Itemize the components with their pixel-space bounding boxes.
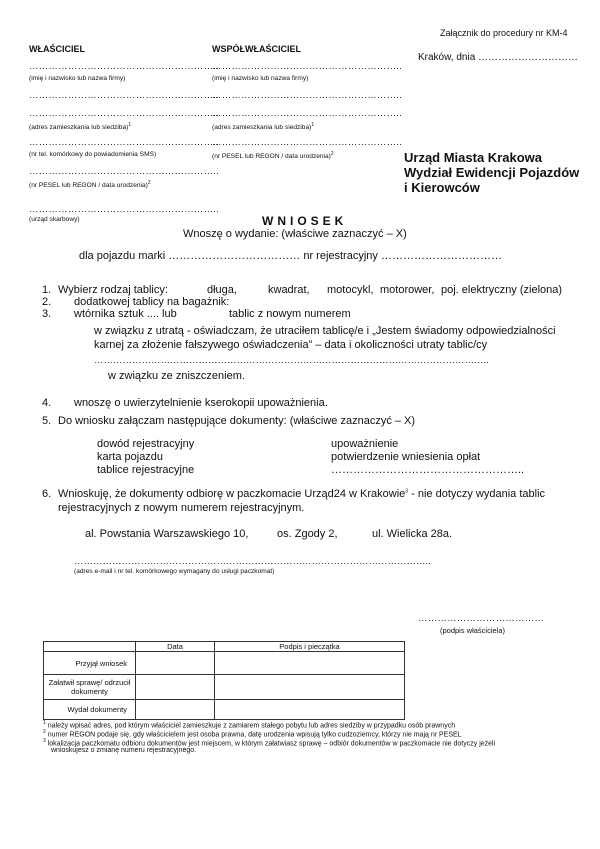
owner-address-field-2[interactable]: ………………………………………………….. [29, 108, 219, 119]
owner-pesel-field[interactable]: ………………………………………………….. [29, 166, 219, 177]
footnote-3-cont: wnioskujesz o zmianę numeru rejestracyjnego. [51, 747, 197, 754]
doc-payment-confirmation[interactable]: potwierdzenie wniesienia opłat [331, 451, 481, 463]
co-owner-pesel-field[interactable]: ………………………………………………….. [212, 137, 402, 148]
parcel-locker-3[interactable]: ul. Wielicka 28a. [372, 528, 453, 540]
item4-text[interactable]: wnoszę o uwierzytelnienie kserokopii upoważnienia. [74, 397, 328, 409]
office-line-2: Wydział Ewidencji Pojazdów [404, 165, 580, 180]
co-owner-pesel-label: (nr PESEL lub REGON / data urodzenia)$^2$ [212, 151, 334, 161]
owner-phone-label: (nr tel. komórkowy do powiadomienia SMS) [29, 151, 157, 158]
item3-loss-line-2: karnej za złożenie fałszywego oświadczenia” – data i okoliczności utraty tablic/cy [94, 339, 488, 351]
co-owner-name-label: (imię i nazwisko lub nazwa firmy) [212, 75, 309, 82]
item6-line-1: Wnioskuję, że dokumenty odbiorę w paczkomacie Urząd24 w Krakowie$^3$ - nie dotyczy wydania tablic [58, 488, 546, 500]
plate-option-long[interactable]: długa, [207, 284, 237, 296]
item6-number: 6. [42, 488, 52, 500]
plate-option-moped[interactable]: motorower, [380, 284, 435, 296]
registry-row-label: Wydał dokumenty [44, 700, 136, 720]
co-owner-header: WSPÓŁWŁAŚCICIEL [212, 44, 301, 54]
co-owner-name-field[interactable]: ………………………………………………….. [212, 61, 402, 72]
owner-tax-field[interactable]: ………………………………………………….. [29, 204, 219, 215]
owner-tax-label: (urząd skarbowy) [29, 216, 80, 223]
doc-registration-certificate[interactable]: dowód rejestracyjny [97, 438, 195, 450]
item1-number: 1. [42, 284, 52, 296]
owner-address-label: (adres zamieszkania lub siedziba)$^1$ [29, 122, 132, 132]
vehicle-line[interactable]: dla pojazdu marki ……………………………… nr rejestracyjny …………………………… [79, 250, 502, 262]
registry-cell-date[interactable] [136, 700, 215, 720]
contact-field[interactable]: ………………………………………………………………………………………………….. [74, 556, 431, 567]
registry-cell-signature[interactable] [215, 652, 405, 675]
form-subtitle: Wnoszę o wydanie: (właściwe zaznaczyć – X) [183, 228, 407, 240]
table-row [44, 675, 405, 700]
item6-line-2: rejestracyjnych z nowym numerem rejestracyjnym. [58, 502, 305, 514]
item4-number: 4. [42, 397, 52, 409]
item2-text[interactable]: dodatkowej tablicy na bagażnik: [74, 296, 230, 308]
plate-option-motorcycle[interactable]: motocykl, [327, 284, 374, 296]
footnote-3: $^3$ lokalizacja paczkomatu odbioru dokumentów jest miejscem, w którym załatwiasz sprawę – odbiór dokumentów w paczkomacie nie dotyczy jeżeli [43, 738, 496, 748]
table-row [44, 700, 405, 720]
annex-note: Załącznik do procedury nr KM-4 [440, 28, 568, 38]
co-owner-address-label: (adres zamieszkania lub siedziba)$^1$ [212, 122, 315, 132]
table-row [44, 652, 405, 675]
parcel-locker-2[interactable]: os. Zgody 2, [277, 528, 338, 540]
owner-name-label: (imię i nazwisko lub nazwa firmy) [29, 75, 126, 82]
item5-text: Do wniosku załączam następujące dokumenty: (właściwe zaznaczyć – X) [58, 415, 416, 427]
parcel-locker-1[interactable]: al. Powstania Warszawskiego 10, [85, 528, 249, 540]
owner-phone-field[interactable]: ………………………………………………….. [29, 137, 219, 148]
item1-text: Wybierz rodzaj tablicy: [58, 284, 168, 296]
co-owner-address-field-1[interactable]: ………………………………………………….. [212, 90, 402, 101]
plate-option-square[interactable]: kwadrat, [268, 284, 310, 296]
owner-header: WŁAŚCICIEL [29, 44, 85, 54]
registry-row-label: Załatwił sprawę/ odrzucił dokumenty [44, 675, 136, 700]
plate-option-electric[interactable]: poj. elektryczny (zielona) [441, 284, 563, 296]
item3-loss-line-1[interactable]: w związku z utratą - oświadczam, że utraciłem tablicę/e i „Jestem świadomy odpowiedzialności [94, 325, 556, 337]
item3-loss-dots[interactable]: …………………………………………………………………………………………………………….. [94, 355, 489, 366]
owner-pesel-label: (nr PESEL lub REGON / data urodzenia)$^2$ [29, 180, 151, 190]
item5-number: 5. [42, 415, 52, 427]
footnote-1: $^1$ należy wpisać adres, pod którym właściciel zamieszkuje z zamiarem stałego pobytu lub adres siedziby w przypadku osób prawnych [43, 720, 456, 730]
owner-address-field-1[interactable]: ………………………………………………….. [29, 90, 219, 101]
form-title: WNIOSEK [262, 214, 348, 228]
registry-header-date: Data [136, 642, 215, 652]
doc-authorization[interactable]: upoważnienie [331, 438, 399, 450]
registry-table [43, 641, 405, 720]
signature-field[interactable]: ………………………………… [418, 613, 545, 624]
owner-name-field[interactable]: ………………………………………………….. [29, 61, 219, 72]
registry-cell-date[interactable] [136, 675, 215, 700]
item2-number: 2. [42, 296, 52, 308]
item3-damage[interactable]: w związku ze zniszczeniem. [108, 370, 245, 382]
item3-number: 3. [42, 308, 52, 320]
footnote-2: $^2$ numer REGON podaje się, gdy właścicielem jest osoba prawna, datę urodzenia wpisują tylko cudzoziemcy, którzy nie mają nr PESEL [43, 729, 462, 739]
co-owner-address-field-2[interactable]: ………………………………………………….. [212, 108, 402, 119]
doc-plates[interactable]: tablice rejestracyjne [97, 464, 195, 476]
registry-cell-date[interactable] [136, 652, 215, 675]
item3-new-number[interactable]: tablic z nowym numerem [229, 308, 351, 320]
doc-vehicle-card[interactable]: karta pojazdu [97, 451, 164, 463]
doc-other[interactable]: …………………………………………….. [331, 464, 525, 476]
signature-label: (podpis właściciela) [440, 626, 506, 635]
registry-cell-signature[interactable] [215, 700, 405, 720]
office-line-3: i Kierowców [404, 180, 480, 195]
office-line-1: Urząd Miasta Krakowa [404, 150, 542, 165]
office-address [404, 150, 579, 195]
contact-label: (adres e-mail i nr tel. komórkowego wymagany do usługi paczkomat) [74, 568, 275, 575]
registry-row-label: Przyjął wniosek [44, 652, 136, 675]
registry-header-signature: Podpis i pieczątka [215, 642, 405, 652]
place-date: Kraków, dnia ………………………… [418, 52, 579, 63]
item3-duplicate[interactable]: wtórnika sztuk .... lub [74, 308, 177, 320]
registry-header-blank [44, 642, 136, 652]
registry-cell-signature[interactable] [215, 675, 405, 700]
